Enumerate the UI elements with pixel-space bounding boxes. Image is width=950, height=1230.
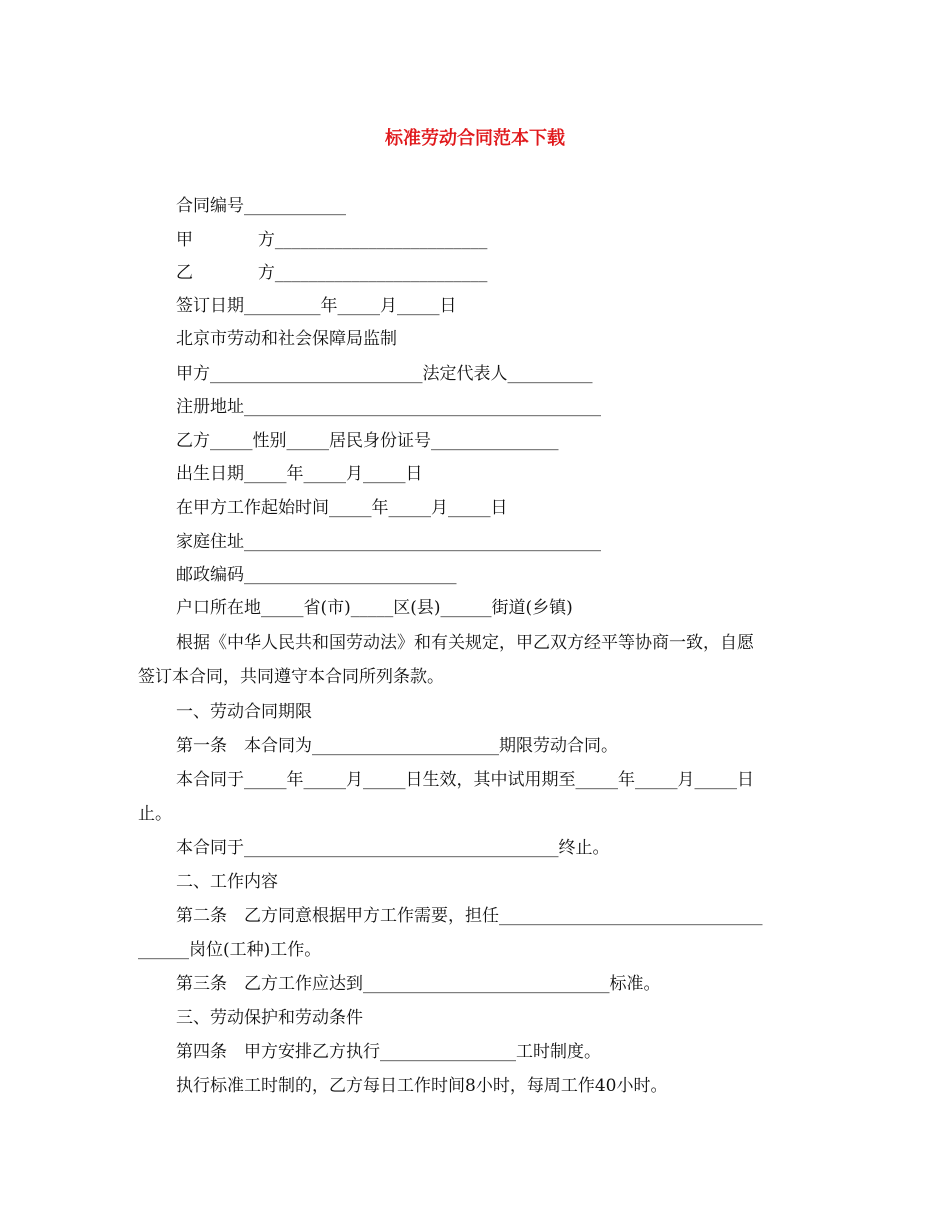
preamble-line-2: 签订本合同，共同遵守本合同所列条款。	[138, 667, 444, 687]
effective-date-line: 本合同于_____年_____月_____日生效，其中试用期至_____年_____月_____日	[176, 770, 754, 790]
article-2-line: 第二条 乙方同意根据甲方工作需要，担任_______________________________	[176, 906, 763, 926]
contract-number-line: 合同编号____________	[176, 196, 346, 216]
start-date-line: 在甲方工作起始时间_____年_____月_____日	[176, 498, 508, 518]
section-3-heading: 三、劳动保护和劳动条件	[176, 1008, 363, 1028]
section-2-heading: 二、工作内容	[176, 872, 278, 892]
article-3-line: 第三条 乙方工作应达到_____________________________标准。	[176, 974, 661, 994]
home-address-line: 家庭住址__________________________________________	[176, 532, 601, 552]
section-1-heading: 一、劳动合同期限	[176, 702, 312, 722]
document-title: 标准劳动合同范本下载	[385, 128, 565, 149]
article-4-line: 第四条 甲方安排乙方执行________________工时制度。	[176, 1042, 601, 1062]
sign-date-line: 签订日期_________年_____月_____日	[176, 296, 457, 316]
party-a-rep-line: 甲方_________________________法定代表人__________	[176, 364, 593, 384]
article-1-line: 第一条 本合同为______________________期限劳动合同。	[176, 736, 618, 756]
article-2-line-cont: ______岗位(工种)工作。	[138, 940, 322, 960]
preamble-line-1: 根据《中华人民共和国劳动法》和有关规定，甲乙双方经平等协商一致，自愿	[176, 633, 754, 653]
termination-line: 本合同于_____________________________________终止。	[176, 838, 610, 858]
birth-date-line: 出生日期_____年_____月_____日	[176, 464, 423, 484]
party-b-line: 乙 方_________________________	[176, 263, 488, 283]
party-a-line: 甲 方_________________________	[176, 230, 488, 250]
party-b-id-line: 乙方_____性别_____居民身份证号_______________	[176, 431, 559, 451]
effective-date-line-cont: 止。	[138, 804, 172, 824]
household-register-line: 户口所在地_____省(市)_____区(县)______街道(乡镇)	[176, 598, 573, 618]
standard-hours-line: 执行标准工时制的，乙方每日工作时间8小时，每周工作40小时。	[176, 1076, 668, 1096]
supervisor-line: 北京市劳动和社会保障局监制	[176, 329, 397, 349]
registered-address-line: 注册地址__________________________________________	[176, 397, 601, 417]
postal-code-line: 邮政编码_________________________	[176, 565, 457, 585]
